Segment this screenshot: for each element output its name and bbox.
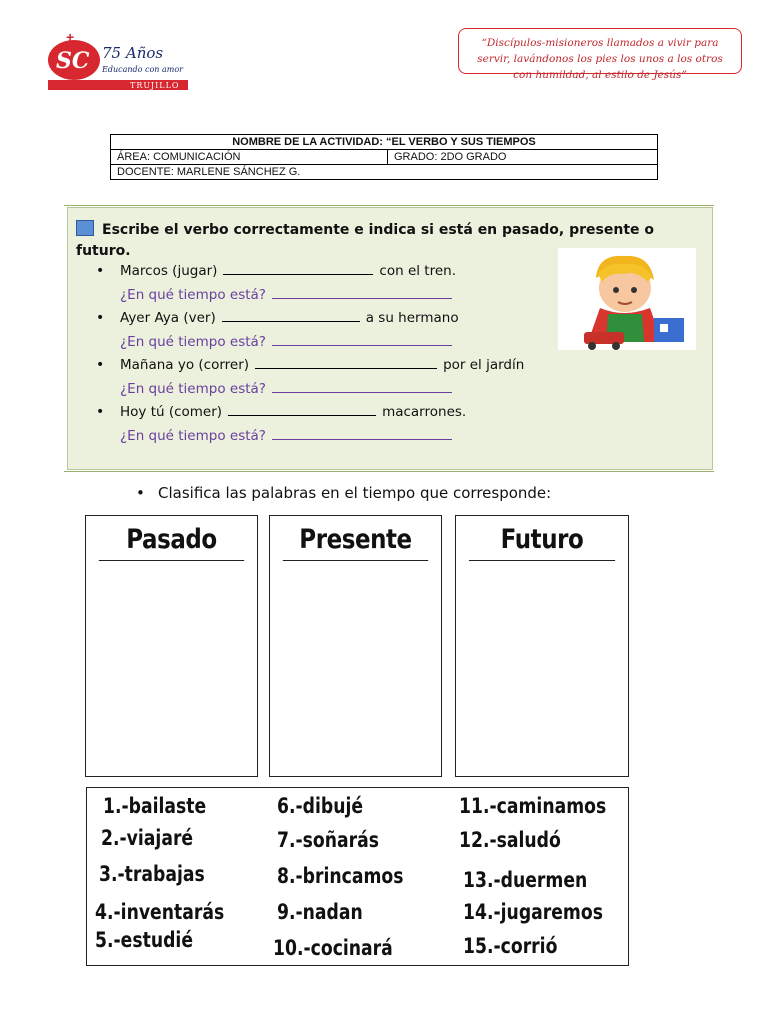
school-logo — [44, 28, 192, 94]
column-header: Pasado — [99, 516, 244, 561]
column-pasado[interactable] — [85, 515, 258, 777]
tense-question: ¿En qué tiempo está? — [120, 287, 266, 303]
logo-years: 75 Años — [102, 44, 164, 62]
bullet-icon: • — [136, 484, 145, 502]
word-item: 13.-duermen — [463, 868, 588, 892]
instruction-text: Escribe el verbo correctamente e indica si está en pasado, presente o futuro. — [76, 222, 655, 259]
item-prompt: Hoy tú (comer) — [120, 404, 223, 420]
divider-bottom — [64, 471, 714, 472]
teacher-cell: DOCENTE: MARLENE SÁNCHEZ G. — [111, 165, 658, 180]
activity-name: NOMBRE DE LA ACTIVIDAD: “EL VERBO Y SUS TIEMPOS — [111, 135, 658, 150]
word-item: 15.-corrió — [463, 934, 558, 958]
word-item: 9.-nadan — [277, 900, 363, 924]
tense-question: ¿En qué tiempo está? — [120, 381, 266, 397]
item-ending: macarrones. — [382, 404, 467, 420]
instruction-text: Clasifica las palabras en el tiempo que corresponde: — [158, 484, 552, 502]
item-ending: a su hermano — [365, 310, 459, 326]
column-presente[interactable] — [269, 515, 442, 777]
word-item: 4.-inventarás — [95, 900, 225, 924]
word-item: 6.-dibujé — [277, 794, 364, 818]
word-item: 10.-cocinará — [273, 936, 393, 960]
answer-blank[interactable] — [228, 403, 376, 416]
exercise2-instruction — [136, 484, 551, 502]
tense-question: ¿En qué tiempo está? — [120, 334, 266, 350]
column-header: Presente — [283, 516, 428, 561]
checkbox-square-icon — [76, 220, 94, 236]
item-prompt: Ayer Aya (ver) — [120, 310, 216, 326]
item-ending: por el jardín — [443, 357, 525, 373]
logo-slogan: Educando con amor — [102, 65, 183, 74]
tense-answer-blank[interactable] — [272, 333, 452, 346]
grade-cell: GRADO: 2DO GRADO — [388, 150, 658, 165]
tense-answer-blank[interactable] — [272, 286, 452, 299]
bullet-icon: • — [96, 357, 105, 373]
word-item: 5.-estudié — [95, 928, 194, 952]
word-item: 8.-brincamos — [277, 864, 404, 888]
word-item: 14.-jugaremos — [463, 900, 603, 924]
column-header: Futuro — [469, 516, 615, 561]
word-item: 2.-viajaré — [101, 826, 194, 850]
item-ending: con el tren. — [379, 263, 456, 279]
activity-info-table — [110, 134, 658, 180]
logo-letters: SC — [56, 48, 90, 74]
tense-answer-blank[interactable] — [272, 427, 452, 440]
bullet-icon: • — [96, 310, 105, 326]
divider-top — [64, 205, 714, 206]
word-item: 12.-saludó — [459, 828, 561, 852]
area-cell: ÁREA: COMUNICACIÓN — [111, 150, 388, 165]
item-prompt: Mañana yo (correr) — [120, 357, 250, 373]
item-prompt: Marcos (jugar) — [120, 263, 218, 279]
word-item: 1.-bailaste — [103, 794, 207, 818]
word-item: 3.-trabajas — [99, 862, 205, 886]
child-playing-illustration — [558, 248, 696, 350]
logo-city: TRUJILLO — [130, 81, 180, 90]
word-bank — [86, 787, 629, 966]
svg-text:+: + — [66, 29, 75, 45]
motto-banner: “Discípulos-misioneros llamados a vivir para servir, lavándonos los pies los unos a los otros con humildad, al estilo de Jesús” — [458, 28, 742, 74]
word-item: 11.-caminamos — [459, 794, 607, 818]
bullet-icon: • — [96, 404, 105, 420]
word-item: 7.-soñarás — [277, 828, 380, 852]
column-futuro[interactable] — [455, 515, 629, 777]
answer-blank[interactable] — [223, 262, 373, 275]
tense-answer-blank[interactable] — [272, 380, 452, 393]
answer-blank[interactable] — [255, 356, 437, 369]
bullet-icon: • — [96, 263, 105, 279]
tense-question: ¿En qué tiempo está? — [120, 428, 266, 444]
answer-blank[interactable] — [222, 309, 360, 322]
